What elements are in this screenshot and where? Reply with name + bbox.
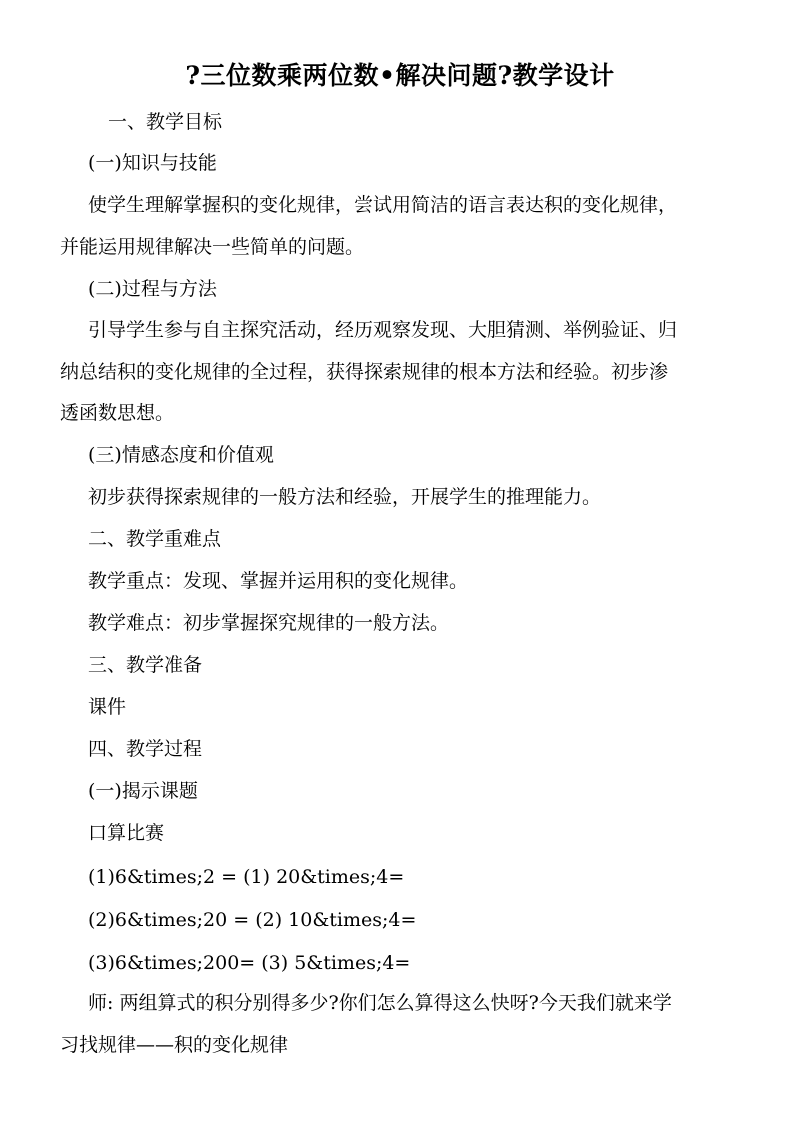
paragraph-line: 师: 两组算式的积分别得多少?你们怎么算得这么快呀?今天我们就来学	[88, 992, 672, 1014]
subheading-knowledge-skills: (一)知识与技能	[88, 152, 217, 174]
paragraph-line: 使学生理解掌握积的变化规律，尝试用简洁的语言表达积的变化规律，	[88, 194, 678, 216]
subheading-process-method: (二)过程与方法	[88, 278, 217, 300]
subheading-emotion-values: (三)情感态度和价值观	[88, 444, 274, 466]
paragraph-line: 透函数思想。	[60, 402, 175, 424]
paragraph-line: 并能运用规律解决一些简单的问题。	[60, 236, 365, 258]
document-title: ?三位数乘两位数•解决问题?教学设计	[185, 61, 615, 90]
heading-teaching-process: 四、教学过程	[88, 738, 203, 760]
paragraph-line: 纳总结积的变化规律的全过程，获得探索规律的根本方法和经验。初步渗	[60, 361, 669, 383]
paragraph-line: 初步获得探索规律的一般方法和经验，开展学生的推理能力。	[88, 486, 602, 508]
heading-preparation: 三、教学准备	[88, 654, 203, 676]
exercise-line: (3)6&times;200= (3) 5&times;4=	[88, 952, 411, 974]
paragraph-line: 教学重点：发现、掌握并运用积的变化规律。	[88, 570, 469, 592]
heading-teaching-goals: 一、教学目标	[108, 111, 223, 133]
paragraph-line: 习找规律——积的变化规律	[60, 1034, 289, 1056]
paragraph-line: 引导学生参与自主探究活动，经历观察发现、大胆猜测、举例验证、归	[88, 319, 678, 341]
heading-key-points: 二、教学重难点	[88, 528, 222, 550]
exercise-line: (1)6&times;2 = (1) 20&times;4=	[88, 866, 405, 888]
exercise-line: (2)6&times;20 = (2) 10&times;4=	[88, 909, 417, 931]
subheading-reveal-topic: (一)揭示课题	[88, 780, 198, 802]
paragraph-line: 课件	[88, 696, 127, 718]
paragraph-line: 教学难点：初步掌握探究规律的一般方法。	[88, 612, 450, 634]
paragraph-line: 口算比赛	[88, 822, 165, 844]
